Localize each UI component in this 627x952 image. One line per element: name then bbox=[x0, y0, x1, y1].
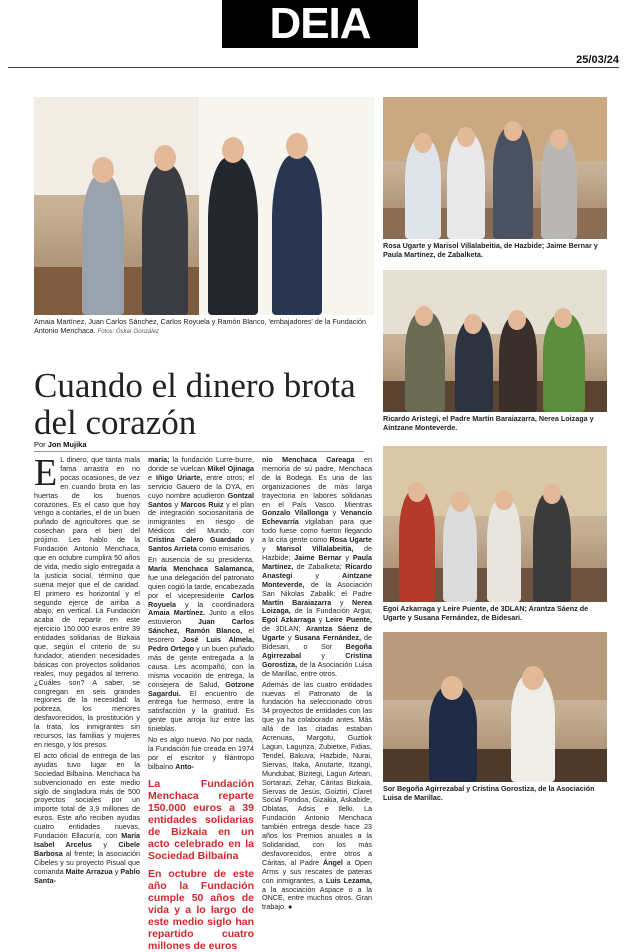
person-name: maría; bbox=[148, 455, 170, 464]
issue-date: 25/03/24 bbox=[576, 54, 619, 66]
pull-quote-1: La Fundación Menchaca reparte 150.000 euros a 39 entidades solidarias de Bizkaia en un acto celebrado en la Sociedad Bilbaína bbox=[148, 777, 254, 862]
person-name: Anto- bbox=[175, 761, 194, 771]
paragraph-text: la fundación Lurre-burre, donde se vuelcan bbox=[148, 455, 254, 473]
person-name: Luis Lezama, bbox=[325, 875, 372, 885]
paragraph-text: El encuentro de entrega fue hermoso, entre la satisfacción y la gratitud. Es gente que arroja luz entre las tinieblas. bbox=[148, 688, 254, 734]
side-photo-3 bbox=[383, 446, 607, 602]
person-name: Carlos Royuela bbox=[148, 590, 255, 609]
person-name: Ricardo Anastegi bbox=[262, 561, 373, 580]
article-column-1 bbox=[34, 452, 141, 888]
header-rule bbox=[8, 67, 619, 68]
side-photo-2 bbox=[383, 270, 607, 412]
person-name: Gotzone Sagardui. bbox=[148, 679, 254, 698]
person-name: Amaia Martínez. bbox=[148, 608, 205, 618]
person-name: Pablo Santa- bbox=[34, 866, 140, 885]
paragraph bbox=[148, 736, 254, 772]
paragraph bbox=[34, 452, 140, 750]
person-name: Maite Arrazua bbox=[65, 866, 113, 876]
paragraph-text: entre otros; el servicio Gauero de la DYA, en cuyo nombre acudieron bbox=[148, 472, 255, 500]
side-photo-1 bbox=[383, 97, 607, 239]
person-name: Egoi Azkarraga bbox=[262, 615, 316, 625]
person-name: nio Menchaca Careaga bbox=[262, 455, 355, 464]
paragraph-text: en memoria de su padre, Menchaca de la Bodega. Es una de las organizaciones de más larga trayectoria en labores solidarias en el País Vasco. Mientras bbox=[262, 455, 372, 509]
paragraph-text: al frente; la asociación Cibeles y su proyecto Pisual que comanda bbox=[34, 848, 140, 876]
person-name: Cristina Calero Guardado bbox=[148, 535, 244, 545]
paragraph bbox=[34, 752, 140, 886]
paragraph-text: y el plan de integración sociosanitaria de inmigrantes en riesgo de Médicos del Mundo, con bbox=[148, 499, 255, 536]
person-name: Santos Arrieta bbox=[148, 544, 197, 554]
person-name: Juan Carlos Sánchez, Ramón Blanco, bbox=[148, 617, 254, 636]
paragraph-text: y bbox=[114, 866, 119, 876]
byline-prefix: Por bbox=[34, 440, 46, 449]
person-name: Aintzane Monteverde, bbox=[262, 570, 372, 589]
paragraph bbox=[262, 681, 372, 913]
paragraph-text: de Zabalketa; bbox=[296, 561, 342, 571]
paragraph-text: y bbox=[345, 552, 349, 562]
person-name: Mikel Ojinaga bbox=[207, 463, 254, 473]
byline-author: Jon Mujika bbox=[47, 440, 87, 449]
main-photo bbox=[34, 97, 374, 315]
paragraph bbox=[148, 556, 254, 734]
person-name: Susana Fernández, bbox=[294, 633, 361, 643]
dropcap: E bbox=[34, 452, 58, 494]
person-name: Leire Puente, bbox=[325, 615, 373, 625]
paragraph-text: de Bidesari, o Sor bbox=[262, 633, 373, 652]
paragraph-text: de la Fundación Argia; bbox=[294, 606, 373, 616]
side-photo-1-caption: Rosa Ugarte y Marisol Villalabeitia, de Hazbide; Jaime Bernar y Paula Martínez, de Zabalketa. bbox=[383, 241, 598, 259]
paragraph-text: El acto oficial de entrega de las ayudas tuvo lugar en la Sociedad Bilbaína. Menchaca ha subvencionado en este medio siglo de singladura más de 500 proyectos sociales por un importe total de 3,9 millones de euros. Este año reciben ayudas cuatro entidades nuevas, Fundación Ellacuría, con bbox=[34, 750, 140, 841]
paragraph-text: e bbox=[148, 472, 152, 482]
pull-quote-2: En octubre de este año la Fundación cumple 50 años de vida y a lo largo de este medio siglo han repartido cuatro millones de euros bbox=[148, 867, 254, 952]
person-name: Rosa Ugarte bbox=[329, 535, 372, 545]
paragraph-text: y bbox=[103, 839, 107, 849]
paragraph-text: a Open Arms y sus rescates de pateras con inmigrantes, a bbox=[262, 857, 373, 885]
paragraph-text: vigilaban para que todo fuese como fueron llegando a la cita gente como bbox=[262, 517, 373, 545]
byline-rule bbox=[34, 451, 364, 452]
paragraph-text: y bbox=[174, 499, 179, 509]
paragraph-text: Además de las cuatro entidades nuevas el Patronato de la fundación ha seleccionado otros 34 proyectos de entidades con las que ya ha colaborado antes. Más allá de las citadas estaban Acrenuas, Margotu, Guztiok Lagun, Lagunza, Zubietxe, Fidias, Tendel, Bakuva, Hazbide, Nurai, Siervas, Itaka, Anutarte, Itzangi, Mundubat, Bizitegi, Lagun Artean, Sortarazi, Zehar, Cáritas Bizkaia, Siervas de Jesús, Goiztiri, Claret Social Fondoa, Gizakia, Askabide, Oblatas, Adsis e Ilelki. La Fundación Antonio Menchaca también entrega desde hace 23 años los Premios anuales a la Solidaridad, con los más desfavorecidos, entre otros a Cáritas, al Padre bbox=[262, 679, 372, 867]
paragraph-text: fue una delegación del patronato quien cogió la tarde, encabezada por el vicepresidente bbox=[148, 572, 254, 600]
person-name: Venancio Echevarría bbox=[262, 508, 373, 527]
person-name: Marisol Villalabeitia, bbox=[276, 544, 354, 554]
paragraph-text: y bbox=[315, 570, 319, 580]
paragraph-text: como emisarios. bbox=[198, 544, 252, 554]
paragraph-text: y bbox=[250, 535, 254, 545]
paragraph-text: el tesorero bbox=[148, 626, 254, 645]
person-name: Nerea Loizaga, bbox=[262, 597, 373, 616]
side-photo-3-caption: Egoi Azkarraga y Leire Puente, de 3DLAN; Arantza Sáenz de Ugarte y Susana Fernández, de Bidesari. bbox=[383, 604, 589, 622]
person-name: María Isabel Arcelus bbox=[34, 831, 141, 849]
photo-credit: Fotos: Óskar González bbox=[97, 329, 159, 335]
paragraph-text: y la coordinadora bbox=[184, 599, 255, 609]
person-name: Cibele Barbosa bbox=[34, 839, 140, 858]
paragraph-text: de la Asociación Luisa de Marillac, entre otros. bbox=[262, 659, 373, 678]
paragraph-text: y bbox=[332, 508, 337, 518]
paragraph-text: En ausencia de su presidenta, bbox=[148, 554, 254, 564]
paragraph-text: a la asociación Aspace o a la ONCE, entre muchos otros. Gran trabajo. ● bbox=[262, 884, 372, 912]
paragraph-text: y bbox=[318, 615, 323, 625]
masthead-text: DEIA bbox=[269, 0, 371, 48]
person-name: Jaime Bernar bbox=[294, 552, 342, 562]
person-name: Begoña Agirrezabal bbox=[262, 642, 372, 660]
paragraph-text: y bbox=[287, 633, 292, 643]
person-name: Ángel bbox=[322, 857, 343, 867]
person-name: Cristina Gorostiza, bbox=[262, 650, 373, 669]
person-name: Martín Baraiazarra bbox=[262, 597, 332, 607]
paragraph bbox=[148, 456, 254, 554]
paragraph-text: No es algo nuevo. No por nada, la Fundación fue creada en 1974 por el escritor y filántropo bilbaíno bbox=[148, 735, 254, 771]
side-photo-4-caption: Sor Begoña Agirrezabal y Cristina Gorostiza, de la Asociación Luisa de Marillac. bbox=[383, 784, 595, 802]
byline bbox=[34, 440, 87, 449]
person-name: Marcos Ruiz bbox=[180, 499, 224, 509]
paragraph-text: de Hazbide; bbox=[262, 544, 372, 562]
paragraph-text: L dinero, que tanta mala fama arrastra en no pocas ocasiones, de vez en cuando brota en las huertas de los buenos corazones. Es el caso que hoy vengo a contarles, el de un buen puñado de agricultores que se cosechan para el bien del prójimo. Les hablo de la Fundación Antonio Menchaca, que en octubre cumplirá 50 años de vida, medio siglo entregada a la justicia social, término que suena mejor que el de caridad. El primero es horizontal y el segundo ejerce de arriba a abajo, en vertical. La Fundación acaba de repartir en este ejercicio 150.000 euros entre 39 entidades solidarias de Bizkaia que, según el criterio de su fundador, atienden necesidades básicas con proyectos solidarios reales, muy pegados al terreno. ¿Cuáles son? A saber, se congregan en seis grandes regiones de la necesidad: la pobreza, los menores desfavorecidos, la prostitución y la trata, los inmigrantes sin recursos, las familias y mujeres en riesgo, y los presos. bbox=[34, 455, 140, 749]
main-photo-caption bbox=[34, 317, 374, 337]
article-column-3 bbox=[262, 456, 372, 914]
paragraph-text: y bbox=[262, 544, 266, 554]
side-photo-2-caption: Ricardo Aristegi, el Padre Martín Baraiazarra, Nerea Loizaga y Aintzane Monteverde. bbox=[383, 414, 594, 432]
person-name: José Luis Almela, Pedro Ortego bbox=[148, 635, 255, 654]
person-name: Gontzal Santos bbox=[148, 490, 254, 509]
paragraph-text: Junto a ellos estuvieron bbox=[148, 608, 254, 627]
masthead-logo bbox=[222, 0, 418, 48]
headline: Cuando el dinero brota del corazón bbox=[34, 366, 356, 443]
paragraph-text: y bbox=[321, 650, 325, 660]
person-name: Paula Martínez, bbox=[262, 552, 373, 571]
person-name: Arantza Sáenz de Ugarte bbox=[262, 624, 372, 643]
paragraph-text: de la Asociación San Nikolas Zabalik; el Padre bbox=[262, 579, 373, 598]
paragraph-text: y un buen puñado más de gente entregada a la causa. Les acompañó, con la misma vocación de entrega, la consejera de Salud, bbox=[148, 644, 254, 689]
person-name: Gonzalo Vilallonga bbox=[262, 508, 329, 518]
person-name: Iñigo Uriarte, bbox=[155, 472, 203, 482]
paragraph-text: de 3DLAN; bbox=[262, 624, 301, 634]
main-caption-text: Amaia Martínez, Juan Carlos Sánchez, Carlos Royuela y Ramón Blanco, 'embajadores' de la Fundación Antonio Menchaca. bbox=[34, 317, 366, 335]
side-photo-4 bbox=[383, 632, 607, 782]
article-column-2 bbox=[148, 456, 254, 952]
paragraph-text: y bbox=[339, 597, 344, 607]
person-name: María Menchaca Salamanca, bbox=[148, 563, 254, 573]
paragraph bbox=[262, 456, 372, 679]
